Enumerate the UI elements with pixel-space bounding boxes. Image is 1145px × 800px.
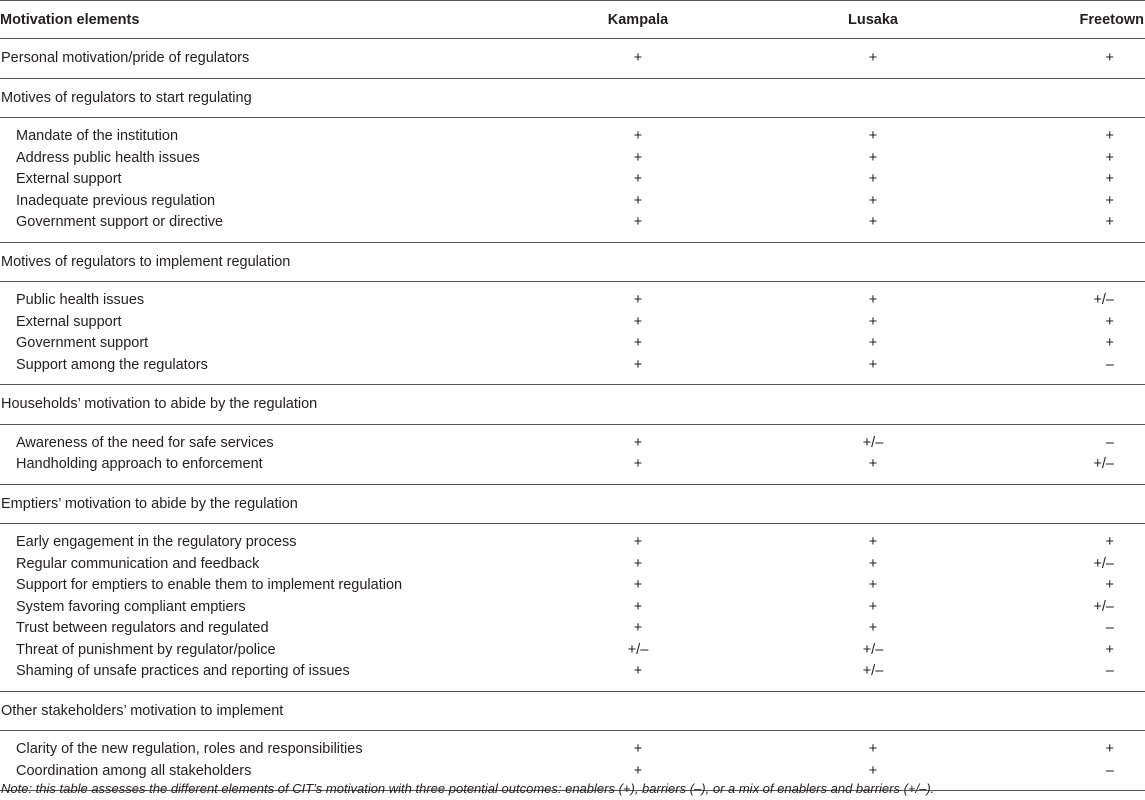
table-row <box>0 39 1145 79</box>
kampala-value: + <box>633 128 643 144</box>
lusaka-value: + <box>720 761 1026 791</box>
section-title: Motives of regulators to start regulating <box>0 78 1145 118</box>
freetown-value: +/– <box>1026 454 1145 484</box>
freetown-value: + <box>1105 577 1114 593</box>
header-kampala: Kampala <box>556 1 720 39</box>
row-label: Shaming of unsafe practices and reporting of issues <box>0 661 556 691</box>
table-row <box>0 731 1145 761</box>
kampala-value: + <box>633 149 643 166</box>
section-header-row <box>0 484 1145 524</box>
table-row <box>0 424 1145 454</box>
kampala-value: + <box>633 555 643 572</box>
freetown-value: +/– <box>1093 292 1114 308</box>
lusaka-value: + <box>868 555 878 572</box>
table-row <box>0 148 1145 170</box>
section-title: Other stakeholders’ motivation to implement <box>0 691 1145 731</box>
freetown-value: +/– <box>1093 598 1114 615</box>
freetown-value: + <box>1105 313 1114 330</box>
lusaka-value: + <box>868 598 878 615</box>
table-row <box>0 355 1145 385</box>
row-label: Government support or directive <box>0 212 556 242</box>
table-row <box>0 282 1145 312</box>
section-header-row <box>0 78 1145 118</box>
table-row <box>0 575 1145 597</box>
lusaka-value: + <box>868 292 878 308</box>
kampala-value: + <box>556 454 720 484</box>
freetown-value: – <box>1026 761 1145 791</box>
section-header-row <box>0 385 1145 425</box>
row-label: Address public health issues <box>16 149 200 166</box>
table-row <box>0 640 1145 662</box>
table-row <box>0 524 1145 554</box>
freetown-value: + <box>1105 171 1114 187</box>
kampala-value: + <box>633 192 643 209</box>
lusaka-value: + <box>720 212 1026 242</box>
row-label: Support among the regulators <box>0 355 556 385</box>
kampala-value: + <box>556 355 720 385</box>
lusaka-value: + <box>868 577 878 593</box>
lusaka-value: + <box>868 741 878 757</box>
section-title: Emptiers’ motivation to abide by the regulation <box>0 484 1145 524</box>
row-label: Trust between regulators and regulated <box>16 620 269 636</box>
lusaka-value: + <box>720 39 1026 79</box>
kampala-value: + <box>633 620 643 636</box>
lusaka-value: + <box>868 313 878 330</box>
header-motivation-elements: Motivation elements <box>0 1 556 39</box>
kampala-value: + <box>556 761 720 791</box>
table-row <box>0 118 1145 148</box>
row-label: Mandate of the institution <box>16 128 179 144</box>
kampala-value: + <box>633 534 643 550</box>
lusaka-value: + <box>868 192 878 209</box>
row-label: Coordination among all stakeholders <box>0 761 556 791</box>
table-row <box>0 554 1145 576</box>
section-title: Households’ motivation to abide by the regulation <box>0 385 1145 425</box>
lusaka-value: + <box>868 149 878 166</box>
lusaka-value: + <box>868 171 878 187</box>
lusaka-value: + <box>720 454 1026 484</box>
table-header-row <box>0 1 1145 39</box>
freetown-value: + <box>1026 212 1145 242</box>
lusaka-value: +/– <box>862 434 884 451</box>
table-row <box>0 661 1145 691</box>
lusaka-value: + <box>868 335 878 351</box>
freetown-value: + <box>1105 534 1114 550</box>
table-row <box>0 312 1145 334</box>
row-label: Support for emptiers to enable them to implement regulation <box>16 577 403 593</box>
freetown-value: + <box>1105 335 1114 351</box>
kampala-value: + <box>633 598 643 615</box>
row-label: External support <box>16 313 122 330</box>
freetown-value: +/– <box>1093 555 1114 572</box>
freetown-value: + <box>1105 128 1114 144</box>
row-label: Government support <box>16 335 149 351</box>
kampala-value: + <box>633 741 643 757</box>
table-footnote: Note: this table assesses the different elements of CIT’s motivation with three potential outcomes: enablers (+), barriers (–), or a mix of enablers and barriers (+/–). <box>1 781 935 796</box>
kampala-value: + <box>633 335 643 351</box>
row-label: Personal motivation/pride of regulators <box>0 39 556 79</box>
row-label: System favoring compliant emptiers <box>16 598 246 615</box>
freetown-value: + <box>1105 641 1114 658</box>
row-label: External support <box>16 171 122 187</box>
kampala-value: + <box>633 292 643 308</box>
kampala-value: + <box>556 39 720 79</box>
section-header-row <box>0 242 1145 282</box>
lusaka-value: + <box>868 534 878 550</box>
row-label: Inadequate previous regulation <box>16 192 216 209</box>
table-row <box>0 597 1145 619</box>
kampala-value: + <box>633 313 643 330</box>
table-row <box>0 454 1145 484</box>
kampala-value: + <box>633 434 643 451</box>
table-row <box>0 333 1145 355</box>
lusaka-value: + <box>720 355 1026 385</box>
freetown-value: – <box>1026 355 1145 385</box>
row-label: Awareness of the need for safe services <box>16 434 274 451</box>
row-label: Handholding approach to enforcement <box>0 454 556 484</box>
table-row <box>0 212 1145 242</box>
freetown-value: + <box>1026 39 1145 79</box>
section-header-row <box>0 691 1145 731</box>
row-label: Clarity of the new regulation, roles and responsibilities <box>16 741 363 757</box>
kampala-value: + <box>556 212 720 242</box>
lusaka-value: + <box>868 620 878 636</box>
row-label: Public health issues <box>16 292 145 308</box>
freetown-value: – <box>1105 620 1114 636</box>
kampala-value: + <box>633 171 643 187</box>
table-row <box>0 618 1145 640</box>
freetown-value: – <box>1026 661 1145 691</box>
table-row <box>0 169 1145 191</box>
lusaka-value: +/– <box>720 661 1026 691</box>
freetown-value: + <box>1105 149 1114 166</box>
kampala-value: +/– <box>627 641 649 658</box>
kampala-value: + <box>556 661 720 691</box>
kampala-value: + <box>633 577 643 593</box>
table-row <box>0 191 1145 213</box>
section-title: Motives of regulators to implement regulation <box>0 242 1145 282</box>
lusaka-value: + <box>868 128 878 144</box>
row-label: Regular communication and feedback <box>16 555 260 572</box>
row-label: Threat of punishment by regulator/police <box>16 641 276 658</box>
freetown-value: – <box>1105 434 1114 451</box>
lusaka-value: +/– <box>862 641 884 658</box>
freetown-value: + <box>1105 192 1114 209</box>
freetown-value: + <box>1105 741 1114 757</box>
row-label: Early engagement in the regulatory process <box>16 534 297 550</box>
header-freetown: Freetown <box>1026 1 1145 39</box>
header-lusaka: Lusaka <box>720 1 1026 39</box>
